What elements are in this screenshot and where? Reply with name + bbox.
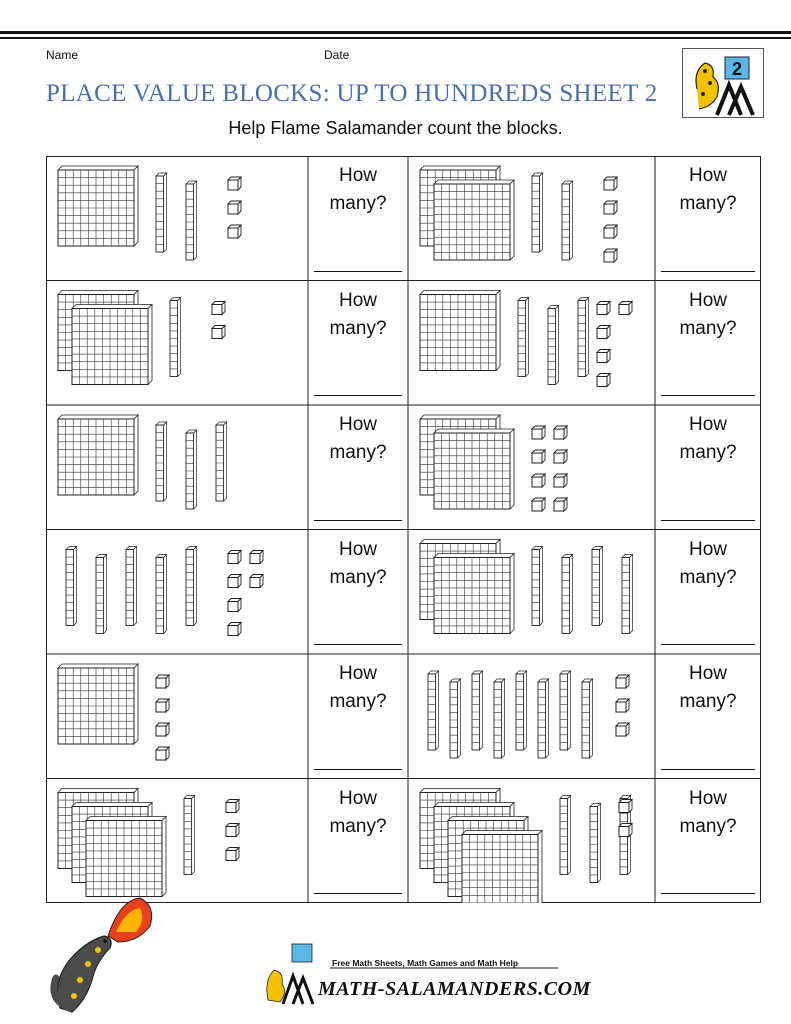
answer-line[interactable] (661, 520, 755, 521)
question-line-many: many? (329, 442, 387, 463)
top-rule-thick (0, 31, 791, 34)
question-line-how: How (338, 663, 377, 684)
answer-line[interactable] (661, 644, 755, 645)
question-line-many: many? (679, 193, 737, 214)
question-line-many: many? (679, 815, 737, 837)
answer-line[interactable] (314, 769, 402, 770)
question-line-many: many? (679, 317, 737, 339)
how-many-cell (308, 281, 408, 406)
answer-line[interactable] (314, 271, 402, 272)
page-subtitle: Help Flame Salamander count the blocks. (228, 118, 563, 138)
question-line-how: How (338, 787, 377, 809)
how-many-cell (308, 405, 408, 530)
answer-line[interactable] (661, 769, 755, 770)
question-line-many: many? (329, 193, 387, 214)
question-line-how: How (688, 414, 727, 435)
sheet-badge-number: 2 (731, 59, 743, 79)
problem-cells (46, 156, 761, 903)
how-many-cell (308, 654, 408, 779)
footer-tagline: Free Math Sheets, Math Games and Math Help (332, 958, 519, 968)
question-line-how: How (338, 538, 377, 560)
question-line-how: How (688, 165, 727, 186)
question-line-many: many? (679, 566, 737, 588)
sheet-logo (682, 48, 764, 118)
date-label: Date (324, 48, 350, 62)
answer-line[interactable] (314, 644, 402, 645)
question-line-how: How (688, 538, 727, 560)
how-many-cell (655, 654, 761, 779)
question-line-many: many? (329, 815, 387, 837)
question-line-many: many? (329, 566, 387, 588)
salamander-teacher-icon (683, 49, 763, 117)
flame-salamander-icon (54, 898, 152, 1012)
footer-brand: MATH-SALAMANDERS.COM (318, 978, 591, 1000)
question-line-how: How (338, 414, 377, 435)
how-many-cell (655, 281, 761, 406)
answer-line[interactable] (314, 395, 402, 396)
footer-mascot-icon (267, 944, 313, 1004)
question-line-how: How (338, 165, 377, 186)
top-rule-thin (0, 37, 791, 39)
answer-line[interactable] (661, 271, 755, 272)
answer-line[interactable] (314, 520, 402, 521)
question-line-how: How (688, 787, 727, 809)
question-line-many: many? (679, 691, 737, 712)
question-line-how: How (688, 289, 727, 311)
question-line-many: many? (679, 442, 737, 463)
answer-line[interactable] (661, 395, 755, 396)
question-line-many: many? (329, 691, 387, 712)
name-label: Name (46, 48, 79, 62)
how-many-cell (655, 530, 761, 655)
how-many-cell (308, 530, 408, 655)
question-line-how: How (338, 289, 377, 311)
question-line-how: How (688, 663, 727, 684)
how-many-cell (655, 405, 761, 530)
question-line-many: many? (329, 317, 387, 339)
footer-art (0, 880, 791, 1024)
page-title: PLACE VALUE BLOCKS: UP TO HUNDREDS SHEET 2 (46, 80, 658, 107)
how-many-cell (655, 156, 761, 281)
how-many-cell (308, 156, 408, 281)
